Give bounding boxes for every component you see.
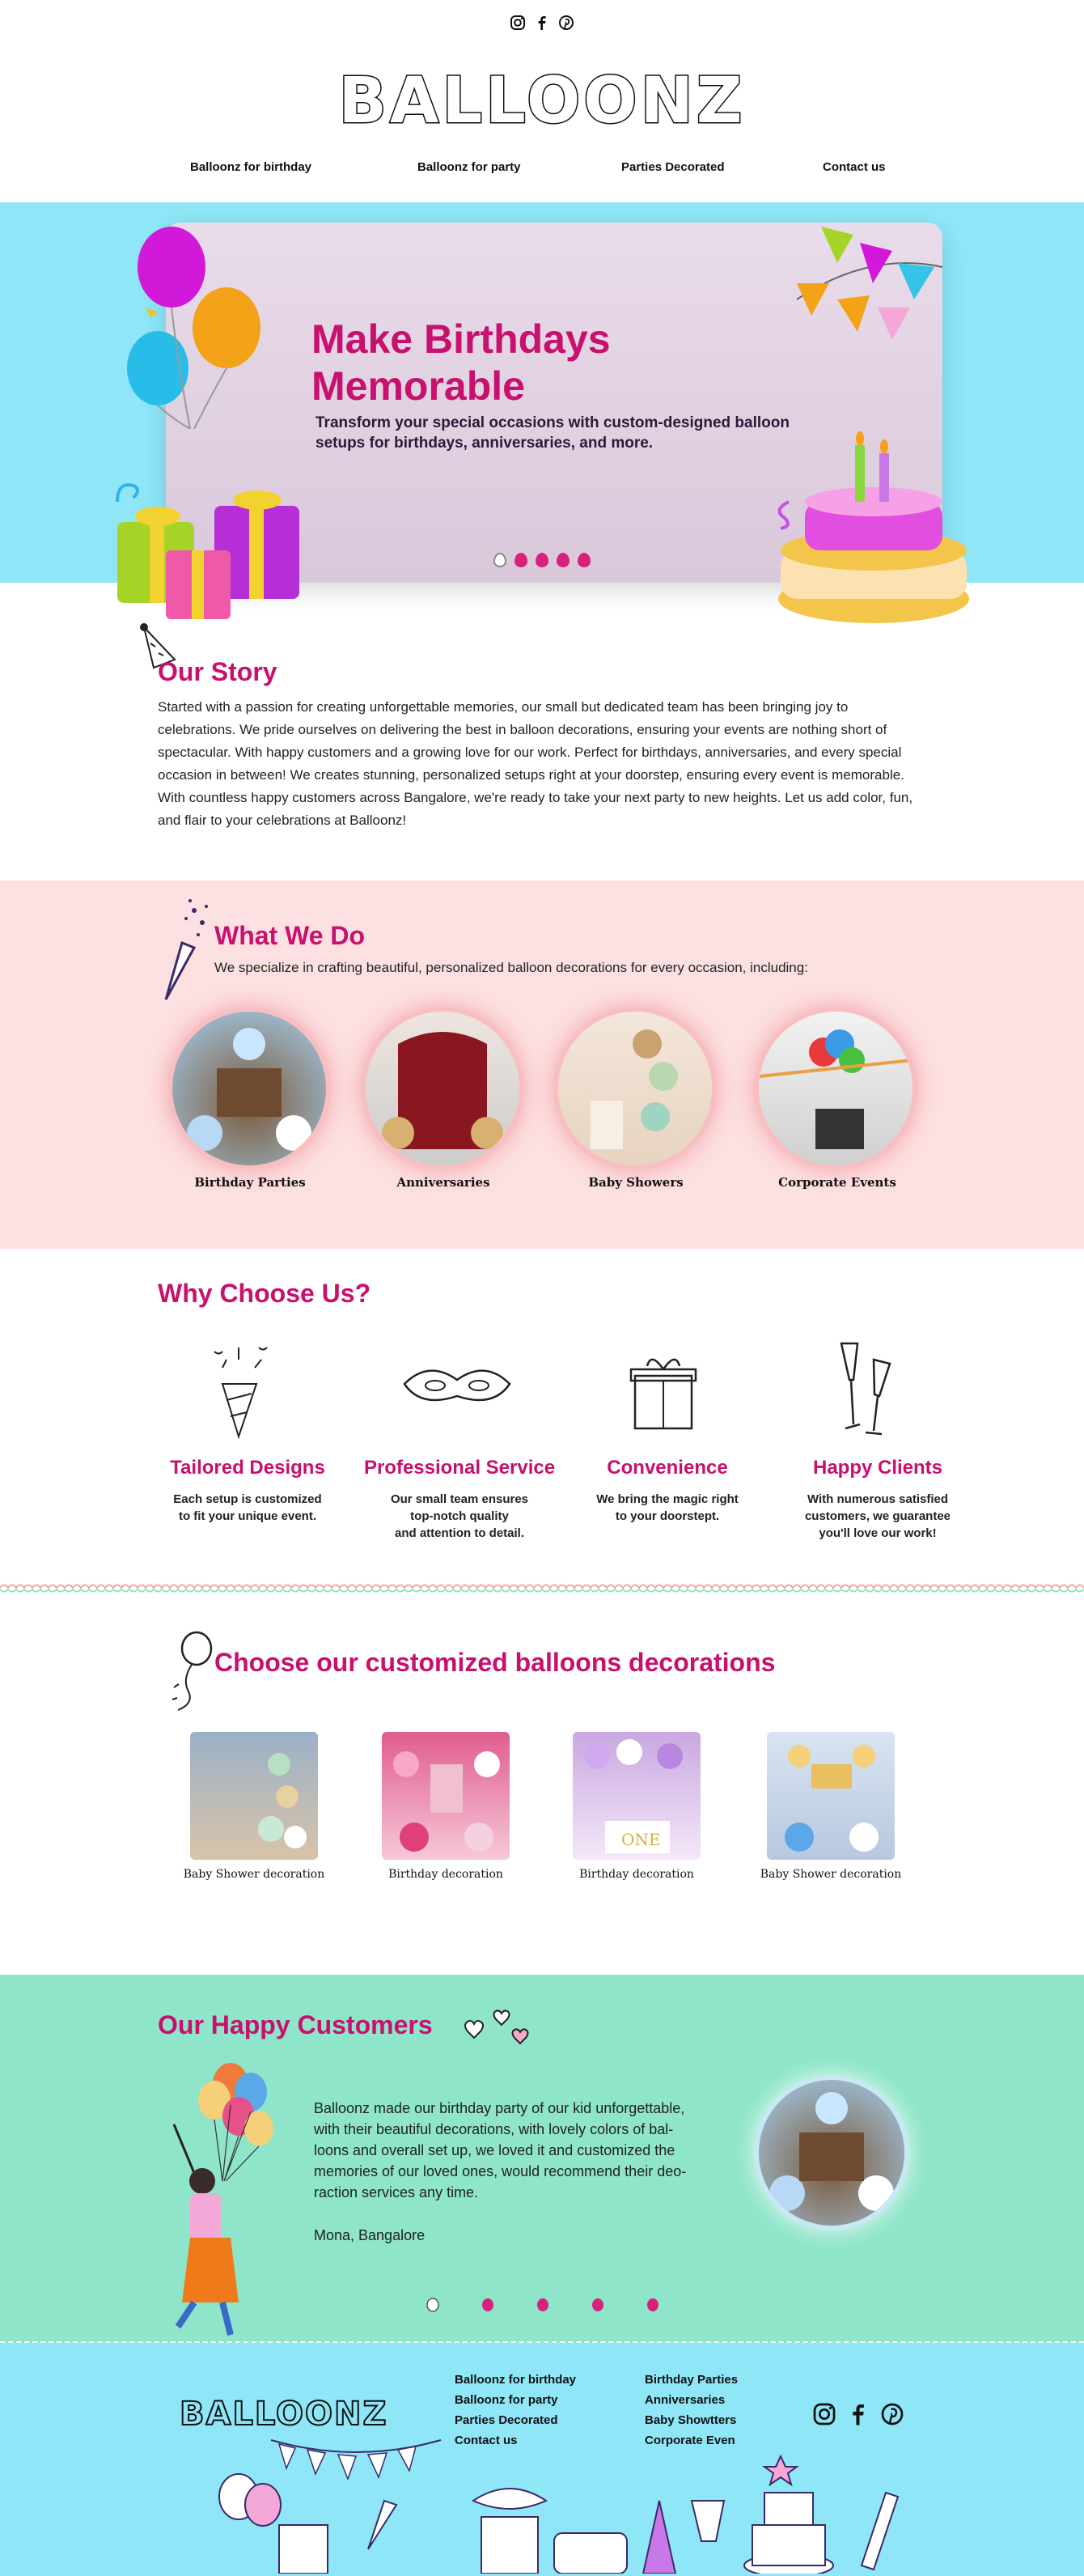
why-text-line: We bring the magic right	[596, 1492, 739, 1506]
slider-dot-4[interactable]	[557, 553, 570, 567]
why-title: Why Choose Us?	[158, 1279, 371, 1308]
footer-link[interactable]: Corporate Even	[645, 2434, 735, 2447]
nav-parties-decorated[interactable]: Parties Decorated	[621, 160, 725, 174]
balloons-illustration	[121, 219, 283, 429]
decoration-thumb-2[interactable]	[382, 1732, 510, 1860]
testimonial-line: raction services any time.	[314, 2184, 479, 2200]
why-head-professional: Professional Service	[363, 1457, 556, 1479]
footer-links-col2	[645, 2370, 738, 2451]
why-text-line: top-notch quality	[410, 1509, 509, 1523]
caption-birthday-parties: Birthday Parties	[194, 1175, 306, 1190]
birthday-parties-image[interactable]	[172, 1012, 326, 1165]
hero-slider-dots	[493, 553, 591, 567]
pinterest-icon[interactable]	[558, 15, 574, 31]
footer-divider	[0, 2341, 1084, 2343]
why-text-line: Our small team ensures	[390, 1492, 529, 1506]
party-popper-icon	[158, 894, 214, 1004]
bunting-flags-icon	[789, 219, 951, 364]
slider-dot-5[interactable]	[578, 553, 591, 567]
footer-logo[interactable]: BALLOONZ	[180, 2396, 388, 2433]
hearts-icon	[459, 2007, 532, 2048]
why-head-convenience: Convenience	[607, 1457, 728, 1479]
pinterest-icon[interactable]	[880, 2402, 904, 2430]
what-we-do-intro: We specialize in crafting beautiful, personalized balloon decorations for every occasion, including:	[214, 960, 808, 975]
testimonial-text	[314, 2098, 751, 2203]
footer-link[interactable]: Contact us	[455, 2434, 518, 2447]
party-doodles-illustration	[206, 2452, 918, 2574]
why-head-tailored: Tailored Designs	[170, 1457, 325, 1479]
balloon-icon	[166, 1631, 214, 1712]
champagne-glasses-icon	[829, 1335, 902, 1441]
hero-title-line1: Make Birthdays	[311, 316, 611, 362]
testimonial-slider-dots	[425, 2297, 667, 2315]
footer-social	[812, 2402, 904, 2430]
facebook-icon[interactable]	[846, 2402, 870, 2430]
decoration-thumb-4[interactable]	[767, 1732, 895, 1860]
testimonial-author: Mona, Bangalore	[314, 2227, 426, 2243]
baby-showers-image[interactable]	[558, 1012, 712, 1165]
instagram-icon[interactable]	[510, 15, 526, 31]
svg-text:ONE: ONE	[621, 1830, 661, 1849]
why-text-tailored	[150, 1491, 345, 1525]
why-text-line: you'll love our work!	[819, 1526, 937, 1540]
why-text-line: Each setup is customized	[173, 1492, 322, 1506]
why-text-line: customers, we guarantee	[804, 1509, 951, 1523]
caption-anniversaries: Anniversaries	[396, 1175, 490, 1190]
why-text-professional	[362, 1491, 557, 1542]
footer-link[interactable]: Baby Showtters	[645, 2413, 737, 2427]
testimonial-line: loons and overall set up, we loved it and customized the	[314, 2142, 675, 2158]
footer-link[interactable]: Balloonz for birthday	[455, 2373, 576, 2387]
nav-contact-us[interactable]: Contact us	[823, 160, 886, 174]
footer-link[interactable]: Balloonz for party	[455, 2393, 558, 2407]
decoration-caption-3: Birthday decoration	[579, 1868, 694, 1881]
testimonial-photo	[759, 2080, 904, 2226]
main-nav	[0, 160, 1084, 180]
instagram-icon[interactable]	[812, 2402, 836, 2430]
slider-dot-5[interactable]	[647, 2298, 658, 2311]
why-text-convenience	[570, 1491, 764, 1525]
gift-box-icon	[627, 1352, 700, 1432]
testimonial-line: memories of our loved ones, would recommend their deo-	[314, 2163, 687, 2179]
story-title: Our Story	[158, 657, 277, 686]
why-text-line: to fit your unique event.	[178, 1509, 316, 1523]
header-social	[510, 15, 574, 31]
decoration-thumb-3[interactable]	[573, 1732, 701, 1860]
slider-dot-3[interactable]	[536, 553, 548, 567]
story-text: Started with a passion for creating unforgettable memories, our small but dedicated team has been bringing joy to celebrations. We pride ourselves on delivering the best in balloon decorations, ensuring your events are nothing short of spectacular. With happy customers and a growing love for our work. Perfect for birthdays, anniversaries, and every special occasion in between! We creates stunning, personalized setups right at your doorstep, ensuring every event is memorable. With countless happy customers across Bangalore, we're ready to take your next party to new heights. Let us add color, fun, and flair to your celebrations at Balloonz!	[158, 699, 913, 828]
footer-links-col1	[455, 2370, 576, 2451]
caption-corporate-events: Corporate Events	[778, 1175, 896, 1190]
footer-link[interactable]: Anniversaries	[645, 2393, 726, 2407]
nav-balloonz-party[interactable]: Balloonz for party	[417, 160, 521, 174]
testimonial-line: Balloonz made our birthday party of our kid unforgettable,	[314, 2100, 685, 2116]
hero-title	[311, 316, 764, 410]
birthday-cake-illustration	[773, 429, 975, 631]
decoration-thumb-1[interactable]	[190, 1732, 318, 1860]
hero-title-line2: Memorable	[311, 363, 525, 409]
wavy-divider	[0, 1582, 1084, 1594]
why-text-line: and attention to detail.	[395, 1526, 524, 1540]
corporate-events-image[interactable]	[759, 1012, 913, 1165]
slider-dot-1[interactable]	[493, 553, 506, 567]
anniversaries-image[interactable]	[366, 1012, 519, 1165]
slider-dot-3[interactable]	[537, 2298, 548, 2311]
girl-with-balloons-illustration	[158, 2060, 287, 2339]
hero-subtitle: Transform your special occasions with custom-designed balloon setups for birthdays, anniversaries, and more.	[315, 414, 790, 452]
decoration-caption-1: Baby Shower decoration	[183, 1868, 325, 1881]
slider-dot-2[interactable]	[514, 553, 527, 567]
caption-baby-showers: Baby Showers	[588, 1175, 684, 1190]
decoration-caption-4: Baby Shower decoration	[760, 1868, 902, 1881]
nav-balloonz-birthday[interactable]: Balloonz for birthday	[190, 160, 311, 174]
swirl-decoration-icon	[113, 477, 146, 510]
party-popper-icon	[198, 1335, 279, 1441]
why-head-happy-clients: Happy Clients	[812, 1457, 943, 1479]
customers-title: Our Happy Customers	[158, 2010, 433, 2039]
site-logo[interactable]: BALLOONZ	[338, 65, 746, 138]
footer-link[interactable]: Parties Decorated	[455, 2413, 558, 2427]
testimonial-line: with their beautiful decorations, with lovely colors of bal-	[314, 2121, 674, 2137]
footer-link[interactable]: Birthday Parties	[645, 2373, 739, 2387]
custom-title: Choose our customized balloons decorations	[214, 1648, 776, 1677]
what-we-do-title: What We Do	[214, 921, 366, 950]
why-text-happy-clients	[781, 1491, 975, 1542]
mask-icon	[396, 1360, 518, 1416]
slider-dot-4[interactable]	[592, 2298, 603, 2311]
slider-dot-1[interactable]	[427, 2298, 438, 2311]
why-text-line: With numerous satisfied	[807, 1492, 949, 1506]
decoration-caption-2: Birthday decoration	[388, 1868, 503, 1881]
swirl-decoration-icon	[773, 498, 797, 530]
facebook-icon[interactable]	[534, 15, 550, 31]
why-text-line: to your doorstept.	[615, 1509, 720, 1523]
slider-dot-2[interactable]	[482, 2298, 493, 2311]
